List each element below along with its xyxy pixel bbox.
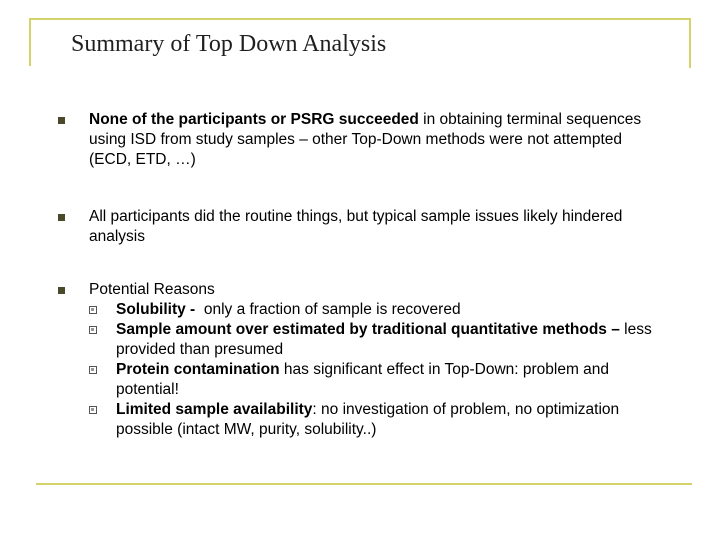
sub-bullet-bold-text: Protein contamination: [116, 361, 280, 378]
bullet-rest-text: in obtaining terminal sequences using ISD from study samples – other Top-Down methods were not attempted (ECD, ETD, …): [89, 111, 642, 168]
sub-bullet-rest-text: has significant effect in Top-Down: problem and potential!: [116, 361, 610, 398]
sub-bullet-rest-text: only a fraction of sample is recovered: [195, 301, 461, 318]
sub-bullet-bold-text: Sample amount over estimated by traditional quantitative methods –: [116, 321, 620, 338]
bullet-text: [89, 110, 659, 170]
square-bullet-icon: [58, 117, 65, 124]
hollow-square-bullet-icon: [89, 306, 97, 314]
sub-bullet-item-2: [89, 320, 659, 360]
sub-bullet-bold-text: Solubility -: [116, 301, 196, 318]
sub-bullet-rest-text: less provided than presumed: [116, 321, 652, 358]
bullet-bold-text: None of the participants or PSRG succeeded: [89, 111, 419, 128]
sub-bullet-item-3: [89, 360, 659, 400]
hollow-square-bullet-icon: [89, 326, 97, 334]
hollow-square-bullet-icon: [89, 366, 97, 374]
sub-bullet-item-4: [89, 400, 659, 440]
bullet-content: [89, 280, 659, 440]
slide-title: Summary of Top Down Analysis: [71, 31, 387, 57]
sub-bullet-rest-text: : no investigation of problem, no optimization possible (intact MW, purity, solubility..): [116, 401, 620, 438]
sub-bullet-bold-text: Limited sample availability: [116, 401, 313, 418]
bullet-heading: Potential Reasons: [89, 281, 215, 298]
hollow-square-bullet-icon: [89, 406, 97, 414]
bullet-text: All participants did the routine things, but typical sample issues likely hindered analysis: [89, 208, 623, 245]
square-bullet-icon: [58, 214, 65, 221]
square-bullet-icon: [58, 287, 65, 294]
sub-bullet-item-1: [89, 300, 659, 320]
